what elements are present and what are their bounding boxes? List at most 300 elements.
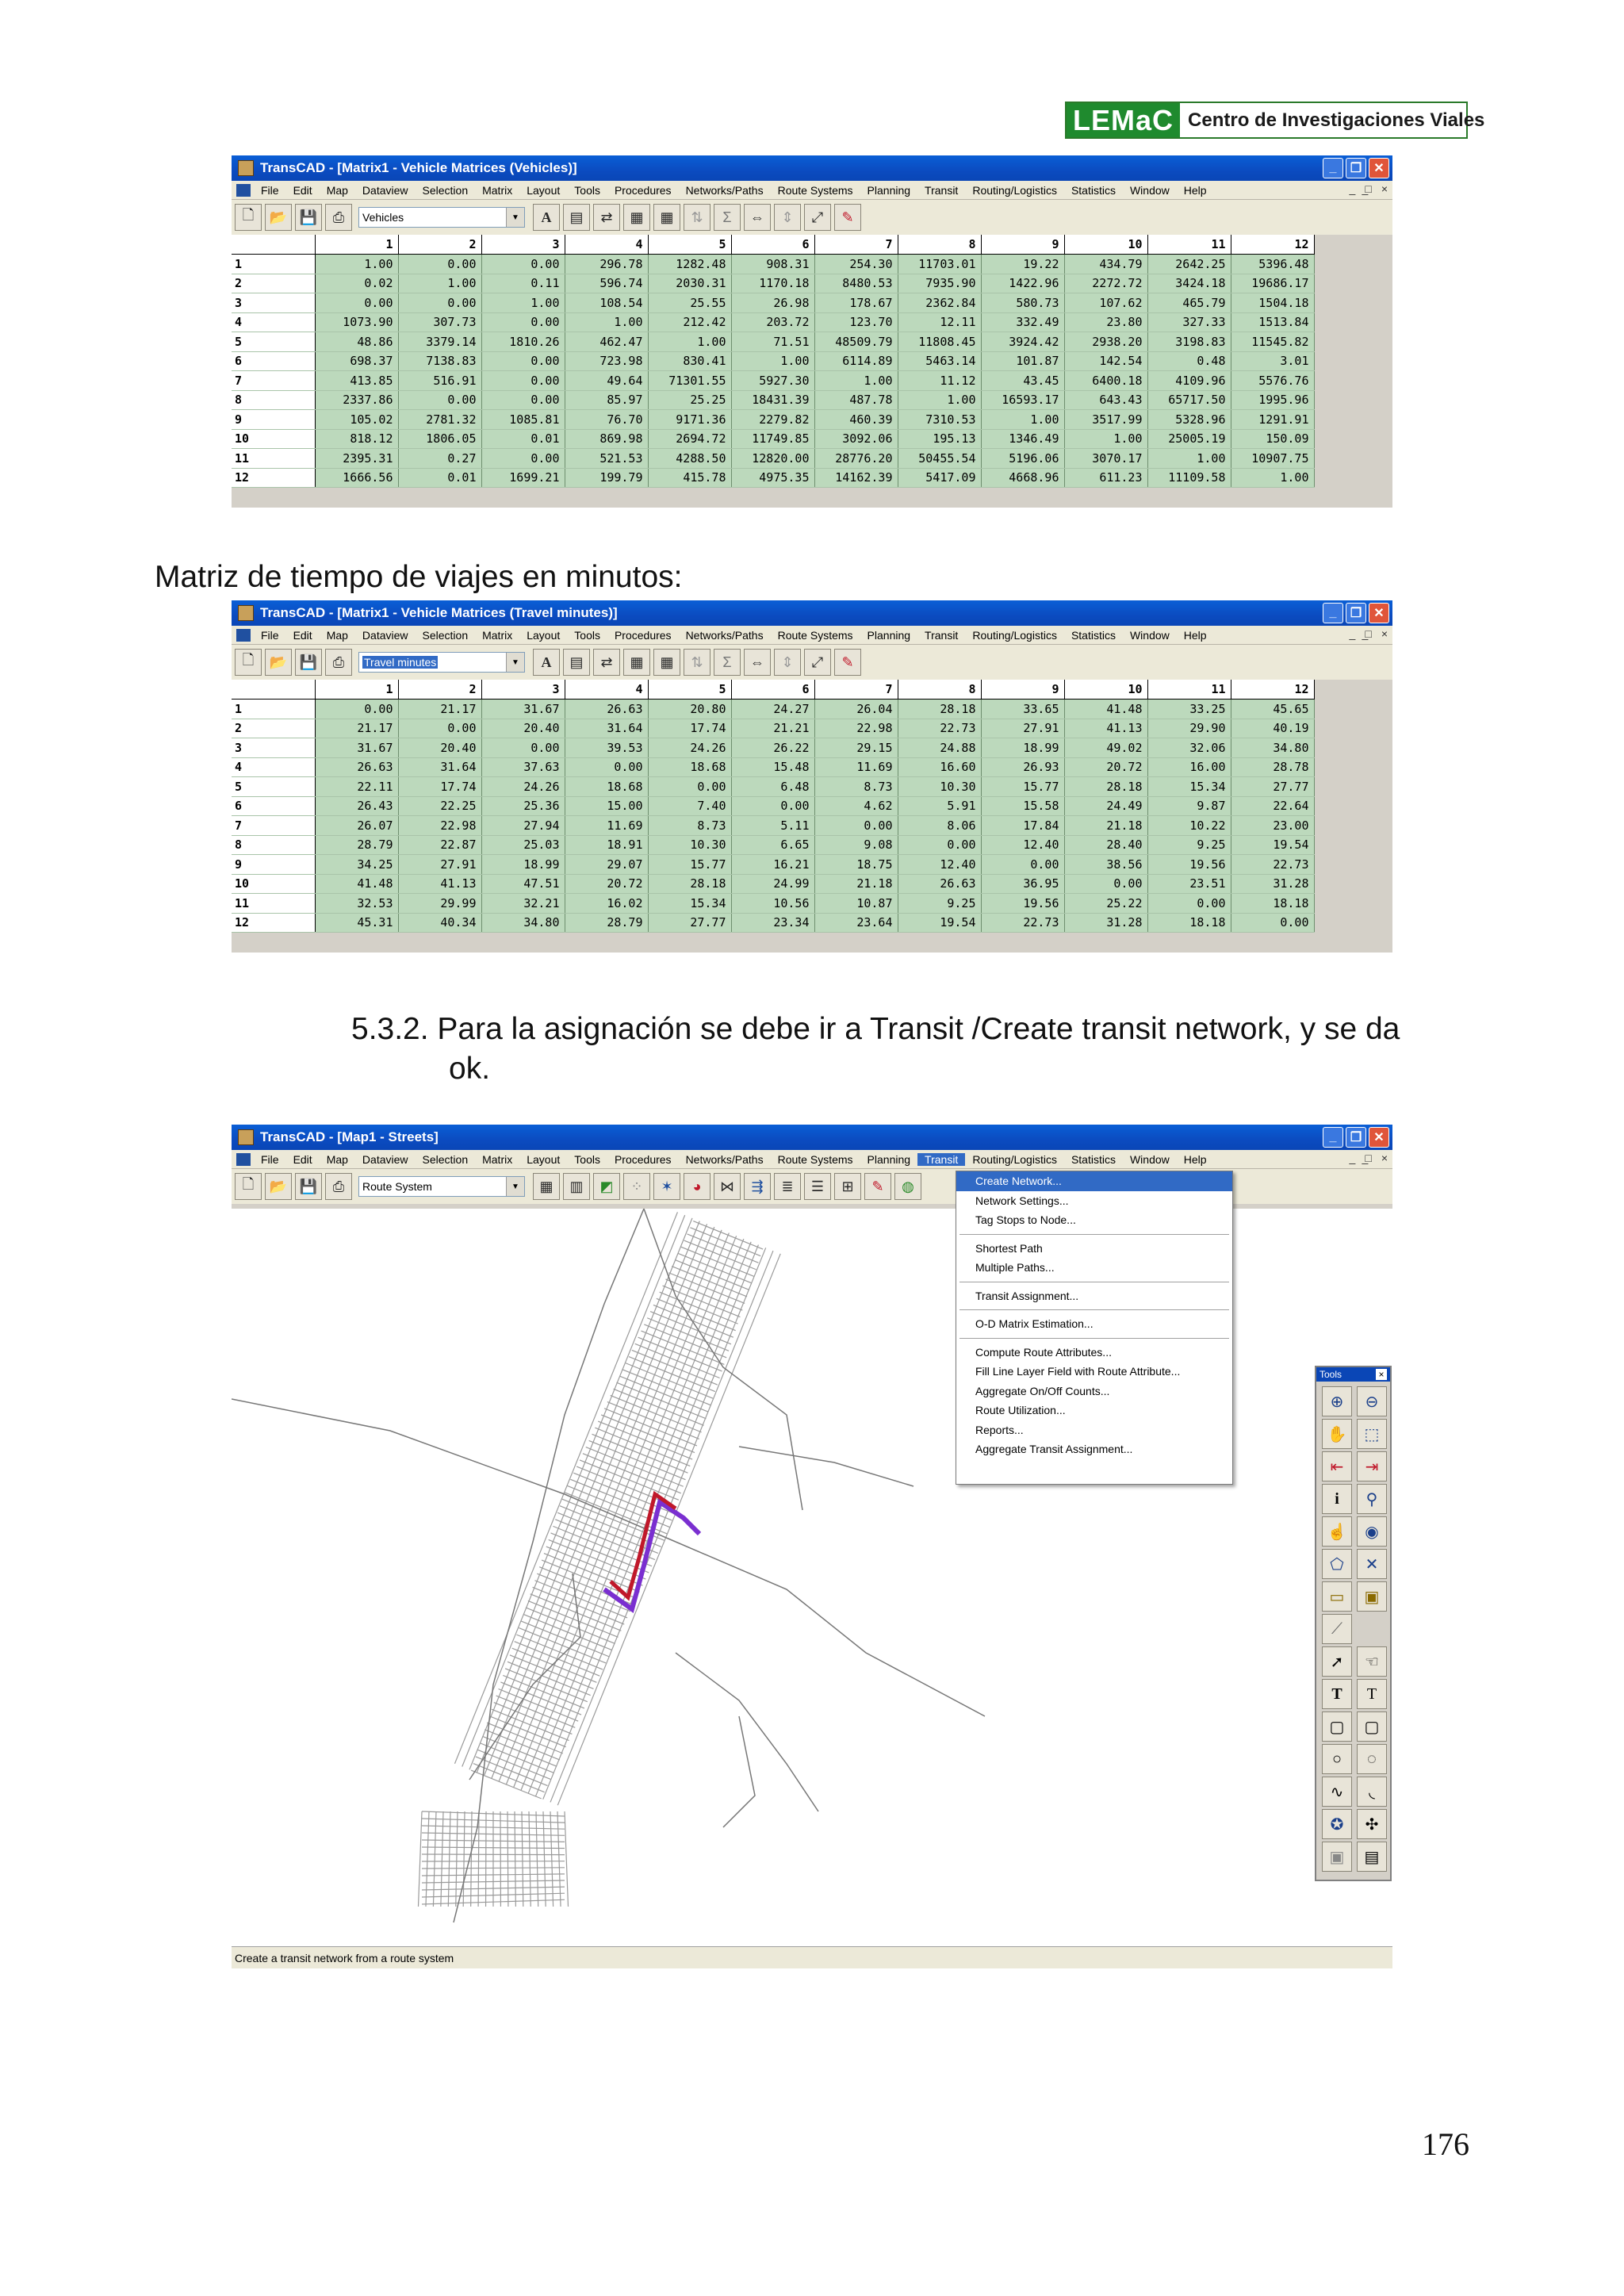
menu-item-aggregate-on-off-counts[interactable]: Aggregate On/Off Counts...	[975, 1384, 1110, 1397]
matrix-cell[interactable]: 15.34	[1147, 777, 1231, 797]
matrix-cell[interactable]: 19686.17	[1231, 274, 1314, 293]
matrix-cell[interactable]: 18431.39	[731, 390, 814, 410]
column-header[interactable]: 10	[1064, 680, 1147, 700]
menu-selection[interactable]: Selection	[422, 183, 469, 197]
matrix-cell[interactable]: 5196.06	[981, 449, 1064, 469]
matrix-cell[interactable]: 0.00	[481, 312, 565, 332]
matrix-cell[interactable]: 16.60	[898, 757, 981, 777]
matrix-cell[interactable]: 1.00	[898, 390, 981, 410]
fill-matrix-icon[interactable]: ▦	[623, 649, 650, 676]
menu-layout[interactable]: Layout	[527, 1152, 561, 1166]
menu-layout[interactable]: Layout	[527, 628, 561, 642]
matrix-cell[interactable]: 6.65	[731, 835, 814, 855]
matrix-cell[interactable]: 23.64	[814, 913, 898, 933]
matrix-cell[interactable]: 76.70	[565, 410, 648, 430]
matrix-cell[interactable]: 71.51	[731, 332, 814, 352]
rectangle-icon[interactable]: ▢	[1322, 1711, 1352, 1742]
menu-planning[interactable]: Planning	[867, 628, 911, 642]
arrow-pointer-icon[interactable]: ➚	[1322, 1646, 1352, 1677]
matrix-cell[interactable]: 596.74	[565, 274, 648, 293]
menu-dataview[interactable]: Dataview	[362, 628, 408, 642]
matrix-cell[interactable]: 9171.36	[648, 410, 731, 430]
sum-icon[interactable]: Σ	[714, 204, 741, 231]
matrix-cell[interactable]: 26.07	[315, 816, 398, 836]
matrix-cell[interactable]: 3517.99	[1064, 410, 1147, 430]
matrix-cell[interactable]: 0.00	[565, 757, 648, 777]
matrix-cell[interactable]: 0.00	[481, 371, 565, 391]
matrix-cell[interactable]: 20.40	[398, 738, 481, 758]
menu-window[interactable]: Window	[1129, 628, 1170, 642]
matrix-cell[interactable]: 32.06	[1147, 738, 1231, 758]
font-icon[interactable]: A	[533, 649, 560, 676]
matrix-cell[interactable]: 31.28	[1231, 874, 1314, 894]
info-icon[interactable]: i	[1322, 1484, 1352, 1514]
chart-icon[interactable]: ▥	[563, 1173, 590, 1200]
matrix-cell[interactable]: 20.72	[1064, 757, 1147, 777]
chevron-down-icon[interactable]: ▼	[506, 653, 524, 672]
menu-transit[interactable]: Transit	[925, 628, 959, 642]
mdi-minimize-button[interactable]: _	[1349, 1152, 1356, 1164]
matrix-cell[interactable]: 45.31	[315, 913, 398, 933]
matrix-cell[interactable]: 20.40	[481, 719, 565, 738]
matrix-cell[interactable]: 12820.00	[731, 449, 814, 469]
row-header[interactable]: 5	[232, 777, 315, 797]
column-header[interactable]: 11	[1147, 680, 1231, 700]
new-file-icon[interactable]: 🗋	[235, 649, 262, 676]
matrix-cell[interactable]: 830.41	[648, 351, 731, 371]
column-header[interactable]: 4	[565, 235, 648, 255]
matrix-cell[interactable]: 12.40	[898, 855, 981, 875]
matrix-cell[interactable]: 18.99	[481, 855, 565, 875]
matrix-cell[interactable]: 4668.96	[981, 468, 1064, 488]
matrix-cell[interactable]: 2279.82	[731, 410, 814, 430]
matrix-cell[interactable]: 10.30	[648, 835, 731, 855]
matrix-sort-icon[interactable]: ⇅	[684, 649, 710, 676]
matrix-cell[interactable]: 0.01	[398, 468, 481, 488]
matrix-index-icon[interactable]: ⇄	[593, 649, 620, 676]
menu-procedures[interactable]: Procedures	[614, 1152, 672, 1166]
previous-scale-icon[interactable]: ⇤	[1322, 1451, 1352, 1481]
matrix-cell[interactable]: 1504.18	[1231, 293, 1314, 313]
matrix-cell[interactable]: 12.11	[898, 312, 981, 332]
row-header[interactable]: 8	[232, 835, 315, 855]
matrix-cell[interactable]: 26.63	[315, 757, 398, 777]
matrix-cell[interactable]: 49.02	[1064, 738, 1147, 758]
matrix-core-select[interactable]	[358, 207, 525, 228]
matrix-cell[interactable]: 12.40	[981, 835, 1064, 855]
mdi-close-button[interactable]: ×	[1381, 627, 1388, 640]
matrix-cell[interactable]: 296.78	[565, 255, 648, 274]
row-header[interactable]: 3	[232, 293, 315, 313]
matrix-cell[interactable]: 8.06	[898, 816, 981, 836]
matrix-cell[interactable]: 22.64	[1231, 796, 1314, 816]
matrix-cell[interactable]: 15.34	[648, 894, 731, 914]
matrix-cell[interactable]: 15.77	[981, 777, 1064, 797]
title-bar[interactable]	[232, 600, 1392, 626]
matrix-cell[interactable]: 1085.81	[481, 410, 565, 430]
matrix-cell[interactable]: 23.80	[1064, 312, 1147, 332]
matrix-cell[interactable]: 25005.19	[1147, 429, 1231, 449]
menu-planning[interactable]: Planning	[867, 183, 911, 197]
print-icon[interactable]: ⎙	[325, 1173, 352, 1200]
matrix-cell[interactable]: 17.74	[648, 719, 731, 738]
save-icon[interactable]: 💾	[295, 649, 322, 676]
matrix-cell[interactable]: 26.63	[565, 700, 648, 719]
matrix-cell[interactable]: 0.27	[398, 449, 481, 469]
menu-matrix[interactable]: Matrix	[482, 183, 513, 197]
matrix-cell[interactable]: 38.56	[1064, 855, 1147, 875]
matrix-cell[interactable]: 1.00	[814, 371, 898, 391]
matrix-cell[interactable]: 10907.75	[1231, 449, 1314, 469]
menu-statistics[interactable]: Statistics	[1071, 1152, 1116, 1166]
route-select-icon[interactable]: ✕	[1357, 1549, 1387, 1579]
menu-item-transit-assignment[interactable]: Transit Assignment...	[975, 1289, 1079, 1302]
matrix-cell[interactable]: 24.27	[731, 700, 814, 719]
matrix-cell[interactable]: 0.00	[398, 719, 481, 738]
label-icon[interactable]: ▣	[1357, 1581, 1387, 1612]
matrix-cell[interactable]: 25.03	[481, 835, 565, 855]
menu-routing-logistics[interactable]: Routing/Logistics	[972, 1152, 1057, 1166]
line-edit-icon[interactable]: ⟋	[1322, 1614, 1352, 1644]
minimize-button[interactable]: _	[1323, 603, 1343, 623]
menu-item-o-d-matrix-estimation[interactable]: O-D Matrix Estimation...	[975, 1317, 1094, 1330]
matrix-cell[interactable]: 9.08	[814, 835, 898, 855]
matrix-cell[interactable]: 15.00	[565, 796, 648, 816]
dot-density-icon[interactable]: ⁘	[623, 1173, 650, 1200]
matrix-cell[interactable]: 3198.83	[1147, 332, 1231, 352]
zoom-in-icon[interactable]: ⊕	[1322, 1386, 1352, 1416]
matrix-cell[interactable]: 0.00	[898, 835, 981, 855]
matrix-cell[interactable]: 7310.53	[898, 410, 981, 430]
matrix-cell[interactable]: 0.02	[315, 274, 398, 293]
radius-select-icon[interactable]: ◉	[1357, 1516, 1387, 1547]
maximize-button[interactable]: ❐	[1346, 1127, 1366, 1148]
matrix-cell[interactable]: 18.18	[1231, 894, 1314, 914]
matrix-cell[interactable]: 10.56	[731, 894, 814, 914]
matrix-cell[interactable]: 29.15	[814, 738, 898, 758]
matrix-cell[interactable]: 516.91	[398, 371, 481, 391]
matrix-cell[interactable]: 26.63	[898, 874, 981, 894]
column-header[interactable]: 3	[481, 235, 565, 255]
matrix-cell[interactable]: 32.53	[315, 894, 398, 914]
matrix-cell[interactable]: 31.28	[1064, 913, 1147, 933]
red-pen-icon[interactable]: ✎	[834, 204, 861, 231]
menu-edit[interactable]: Edit	[293, 1152, 312, 1166]
matrix-cell[interactable]: 1995.96	[1231, 390, 1314, 410]
matrix-cell[interactable]: 22.73	[898, 719, 981, 738]
menu-tools[interactable]: Tools	[574, 183, 600, 197]
matrix-cell[interactable]: 28.18	[898, 700, 981, 719]
expand-icon[interactable]: ⤢	[804, 204, 831, 231]
mdi-minimize-button[interactable]: _	[1349, 182, 1356, 195]
menu-edit[interactable]: Edit	[293, 628, 312, 642]
column-header[interactable]: 8	[898, 680, 981, 700]
matrix-cell[interactable]: 2030.31	[648, 274, 731, 293]
matrix-cell[interactable]: 29.90	[1147, 719, 1231, 738]
open-folder-icon[interactable]: 📂	[265, 204, 292, 231]
matrix-cell[interactable]: 123.70	[814, 312, 898, 332]
matrix-cell[interactable]: 415.78	[648, 468, 731, 488]
matrix-cell[interactable]: 178.67	[814, 293, 898, 313]
print-icon[interactable]: ⎙	[325, 649, 352, 676]
menu-item-fill-line-layer-field-with-route-attribute[interactable]: Fill Line Layer Field with Route Attribute...	[975, 1365, 1181, 1378]
matrix-cell[interactable]: 5.11	[731, 816, 814, 836]
matrix-cell[interactable]: 28.40	[1064, 835, 1147, 855]
hotlink-icon[interactable]: ⚲	[1357, 1484, 1387, 1514]
matrix-cell[interactable]: 0.00	[481, 738, 565, 758]
row-height-icon[interactable]: ⇕	[774, 649, 801, 676]
matrix-cell[interactable]: 11703.01	[898, 255, 981, 274]
matrix-cell[interactable]: 150.09	[1231, 429, 1314, 449]
save-icon[interactable]: 💾	[295, 204, 322, 231]
menu-item-tag-stops-to-node[interactable]: Tag Stops to Node...	[975, 1213, 1076, 1226]
menu-planning[interactable]: Planning	[867, 1152, 911, 1166]
menu-route-systems[interactable]: Route Systems	[777, 1152, 853, 1166]
menu-dataview[interactable]: Dataview	[362, 183, 408, 197]
matrix-cell[interactable]: 3070.17	[1064, 449, 1147, 469]
row-height-icon[interactable]: ⇕	[774, 204, 801, 231]
matrix-cell[interactable]: 24.26	[648, 738, 731, 758]
layers-icon[interactable]: ≣	[774, 1173, 801, 1200]
legend-icon[interactable]: ☰	[804, 1173, 831, 1200]
matrix-cell[interactable]: 0.00	[814, 816, 898, 836]
matrix-cell[interactable]: 29.07	[565, 855, 648, 875]
matrix-cell[interactable]: 21.17	[398, 700, 481, 719]
matrix-cell[interactable]: 18.68	[565, 777, 648, 797]
column-header[interactable]: 3	[481, 680, 565, 700]
matrix-cell[interactable]: 28.79	[565, 913, 648, 933]
matrix-cell[interactable]: 34.80	[481, 913, 565, 933]
matrix-cell[interactable]: 611.23	[1064, 468, 1147, 488]
matrix-cell[interactable]: 26.43	[315, 796, 398, 816]
matrix-cell[interactable]: 15.58	[981, 796, 1064, 816]
print-icon[interactable]: ⎙	[325, 204, 352, 231]
matrix-cell[interactable]: 31.67	[315, 738, 398, 758]
matrix-cell[interactable]: 4288.50	[648, 449, 731, 469]
matrix-cell[interactable]: 18.91	[565, 835, 648, 855]
matrix-cell[interactable]: 19.56	[1147, 855, 1231, 875]
close-button[interactable]: ✕	[1369, 1127, 1389, 1148]
matrix-cell[interactable]: 1.00	[648, 332, 731, 352]
matrix-cell[interactable]: 0.00	[1064, 874, 1147, 894]
matrix-cell[interactable]: 0.00	[315, 700, 398, 719]
frame-icon[interactable]: ▣	[1322, 1842, 1352, 1872]
menu-networks-paths[interactable]: Networks/Paths	[685, 628, 764, 642]
matrix-cell[interactable]: 34.25	[315, 855, 398, 875]
menu-networks-paths[interactable]: Networks/Paths	[685, 1152, 764, 1166]
matrix-cell[interactable]: 1.00	[981, 410, 1064, 430]
matrix-cell[interactable]: 0.01	[481, 429, 565, 449]
matrix-cell[interactable]: 5927.30	[731, 371, 814, 391]
matrix-cell[interactable]: 22.98	[398, 816, 481, 836]
matrix-cell[interactable]: 1.00	[315, 255, 398, 274]
matrix-cell[interactable]: 3924.42	[981, 332, 1064, 352]
minimize-button[interactable]: _	[1323, 1127, 1343, 1148]
maximize-button[interactable]: ❐	[1346, 158, 1366, 178]
matrix-cell[interactable]: 41.13	[398, 874, 481, 894]
matrix-cell[interactable]: 1513.84	[1231, 312, 1314, 332]
matrix-cell[interactable]: 434.79	[1064, 255, 1147, 274]
title-bar[interactable]	[232, 1125, 1392, 1150]
matrix-cell[interactable]: 3.01	[1231, 351, 1314, 371]
matrix-cell[interactable]: 40.19	[1231, 719, 1314, 738]
matrix-cell[interactable]: 22.73	[981, 913, 1064, 933]
matrix-cell[interactable]: 85.97	[565, 390, 648, 410]
matrix-cell[interactable]: 0.00	[398, 293, 481, 313]
matrix-cell[interactable]: 28776.20	[814, 449, 898, 469]
column-header[interactable]: 6	[731, 235, 814, 255]
matrix-cell[interactable]: 37.63	[481, 757, 565, 777]
column-header[interactable]: 8	[898, 235, 981, 255]
matrix-cell[interactable]: 11.69	[814, 757, 898, 777]
matrix-cell[interactable]: 8.73	[648, 816, 731, 836]
matrix-cell[interactable]: 21.18	[814, 874, 898, 894]
matrix-cell[interactable]: 1422.96	[981, 274, 1064, 293]
matrix-properties-icon[interactable]: ▤	[563, 649, 590, 676]
menu-dataview[interactable]: Dataview	[362, 1152, 408, 1166]
menu-tools[interactable]: Tools	[574, 628, 600, 642]
column-header[interactable]: 5	[648, 235, 731, 255]
matrix-cell[interactable]: 11.69	[565, 816, 648, 836]
matrix-cell[interactable]: 25.22	[1064, 894, 1147, 914]
matrix-cell[interactable]: 26.22	[731, 738, 814, 758]
matrix-cell[interactable]: 521.53	[565, 449, 648, 469]
matrix-cell[interactable]: 465.79	[1147, 293, 1231, 313]
matrix-cell[interactable]: 29.99	[398, 894, 481, 914]
matrix-properties-icon[interactable]: ▤	[563, 204, 590, 231]
matrix-cell[interactable]: 24.26	[481, 777, 565, 797]
matrix-cell[interactable]: 18.18	[1147, 913, 1231, 933]
pie-map-icon[interactable]: ◕	[684, 1173, 710, 1200]
row-header[interactable]: 12	[232, 913, 315, 933]
menu-map[interactable]: Map	[326, 183, 348, 197]
menu-item-network-settings[interactable]: Network Settings...	[975, 1194, 1069, 1207]
matrix-cell[interactable]: 10.22	[1147, 816, 1231, 836]
matrix-cell[interactable]: 2938.20	[1064, 332, 1147, 352]
menu-transit[interactable]: Transit	[917, 1153, 965, 1166]
matrix-cell[interactable]: 1699.21	[481, 468, 565, 488]
matrix-cell[interactable]: 2642.25	[1147, 255, 1231, 274]
matrix-cell[interactable]: 28.18	[1064, 777, 1147, 797]
matrix-cell[interactable]: 21.17	[315, 719, 398, 738]
menu-item-reports[interactable]: Reports...	[975, 1423, 1024, 1436]
matrix-cell[interactable]: 462.47	[565, 332, 648, 352]
matrix-cell[interactable]: 25.36	[481, 796, 565, 816]
arc-icon[interactable]: ◟	[1357, 1777, 1387, 1807]
ruler-icon[interactable]: ▭	[1322, 1581, 1352, 1612]
matrix-cell[interactable]: 22.25	[398, 796, 481, 816]
menu-routing-logistics[interactable]: Routing/Logistics	[972, 628, 1057, 642]
menu-help[interactable]: Help	[1183, 183, 1207, 197]
menu-map[interactable]: Map	[326, 1152, 348, 1166]
menu-procedures[interactable]: Procedures	[614, 628, 672, 642]
matrix-cell[interactable]: 22.73	[1231, 855, 1314, 875]
select-zoom-icon[interactable]: ⬚	[1357, 1419, 1387, 1449]
menu-routing-logistics[interactable]: Routing/Logistics	[972, 183, 1057, 197]
pointer-select-icon[interactable]: ☝	[1322, 1516, 1352, 1547]
matrix-cell[interactable]: 0.00	[315, 293, 398, 313]
matrix-cell[interactable]: 9.25	[1147, 835, 1231, 855]
menu-item-compute-route-attributes[interactable]: Compute Route Attributes...	[975, 1345, 1112, 1359]
matrix-cell[interactable]: 18.75	[814, 855, 898, 875]
mdi-restore-button[interactable]: ̲□	[1365, 627, 1372, 640]
matrix-cell[interactable]: 698.37	[315, 351, 398, 371]
matrix-sort-icon[interactable]: ⇅	[684, 204, 710, 231]
maximize-button[interactable]: ❐	[1346, 603, 1366, 623]
row-header[interactable]: 3	[232, 738, 315, 758]
star-symbol-icon[interactable]: ✪	[1322, 1809, 1352, 1839]
mdi-close-button[interactable]: ×	[1381, 1152, 1388, 1164]
menu-help[interactable]: Help	[1183, 628, 1207, 642]
matrix-cell[interactable]: 212.42	[648, 312, 731, 332]
matrix-cell[interactable]: 22.87	[398, 835, 481, 855]
row-header[interactable]: 12	[232, 468, 315, 488]
matrix-grid-icon[interactable]: ▦	[653, 204, 680, 231]
row-header[interactable]: 9	[232, 410, 315, 430]
row-header[interactable]: 7	[232, 816, 315, 836]
font-icon[interactable]: A	[533, 204, 560, 231]
menu-item-route-utilization[interactable]: Route Utilization...	[975, 1404, 1066, 1416]
row-header[interactable]: 1	[232, 255, 315, 274]
menu-window[interactable]: Window	[1129, 1152, 1170, 1166]
column-header[interactable]: 4	[565, 680, 648, 700]
mdi-restore-button[interactable]: ̲□	[1365, 1152, 1372, 1164]
matrix-cell[interactable]: 0.00	[1231, 913, 1314, 933]
matrix-cell[interactable]: 7.40	[648, 796, 731, 816]
matrix-cell[interactable]: 1.00	[398, 274, 481, 293]
matrix-cell[interactable]: 0.00	[481, 449, 565, 469]
matrix-cell[interactable]: 40.34	[398, 913, 481, 933]
row-header[interactable]: 11	[232, 894, 315, 914]
matrix-cell[interactable]: 723.98	[565, 351, 648, 371]
matrix-cell[interactable]: 11.12	[898, 371, 981, 391]
matrix-cell[interactable]: 19.54	[1231, 835, 1314, 855]
column-width-icon[interactable]: ⇔	[744, 649, 771, 676]
matrix-cell[interactable]: 1810.26	[481, 332, 565, 352]
red-pen-icon[interactable]: ✎	[864, 1173, 891, 1200]
rounded-rectangle-icon[interactable]: ▢	[1357, 1711, 1387, 1742]
menu-selection[interactable]: Selection	[422, 628, 469, 642]
matrix-cell[interactable]: 5.91	[898, 796, 981, 816]
matrix-cell[interactable]: 28.18	[648, 874, 731, 894]
matrix-cell[interactable]: 20.72	[565, 874, 648, 894]
matrix-cell[interactable]: 5417.09	[898, 468, 981, 488]
matrix-cell[interactable]: 28.79	[315, 835, 398, 855]
matrix-cell[interactable]: 39.53	[565, 738, 648, 758]
open-folder-icon[interactable]: 📂	[265, 1173, 292, 1200]
matrix-cell[interactable]: 487.78	[814, 390, 898, 410]
polygon-select-icon[interactable]: ⬠	[1322, 1549, 1352, 1579]
menu-tools[interactable]: Tools	[574, 1152, 600, 1166]
matrix-cell[interactable]: 3379.14	[398, 332, 481, 352]
column-header[interactable]: 11	[1147, 235, 1231, 255]
matrix-cell[interactable]: 22.98	[814, 719, 898, 738]
matrix-cell[interactable]: 27.91	[981, 719, 1064, 738]
grid-corner[interactable]	[232, 235, 315, 255]
matrix-cell[interactable]: 27.91	[398, 855, 481, 875]
matrix-cell[interactable]: 21.21	[731, 719, 814, 738]
row-header[interactable]: 7	[232, 371, 315, 391]
layer-select[interactable]	[358, 1176, 525, 1197]
matrix-cell[interactable]: 31.67	[481, 700, 565, 719]
matrix-cell[interactable]: 3424.18	[1147, 274, 1231, 293]
column-header[interactable]: 12	[1231, 235, 1314, 255]
sum-icon[interactable]: Σ	[714, 649, 741, 676]
matrix-cell[interactable]: 254.30	[814, 255, 898, 274]
matrix-cell[interactable]: 3092.06	[814, 429, 898, 449]
menu-transit[interactable]: Transit	[925, 183, 959, 197]
globe-icon[interactable]: ◍	[894, 1173, 921, 1200]
